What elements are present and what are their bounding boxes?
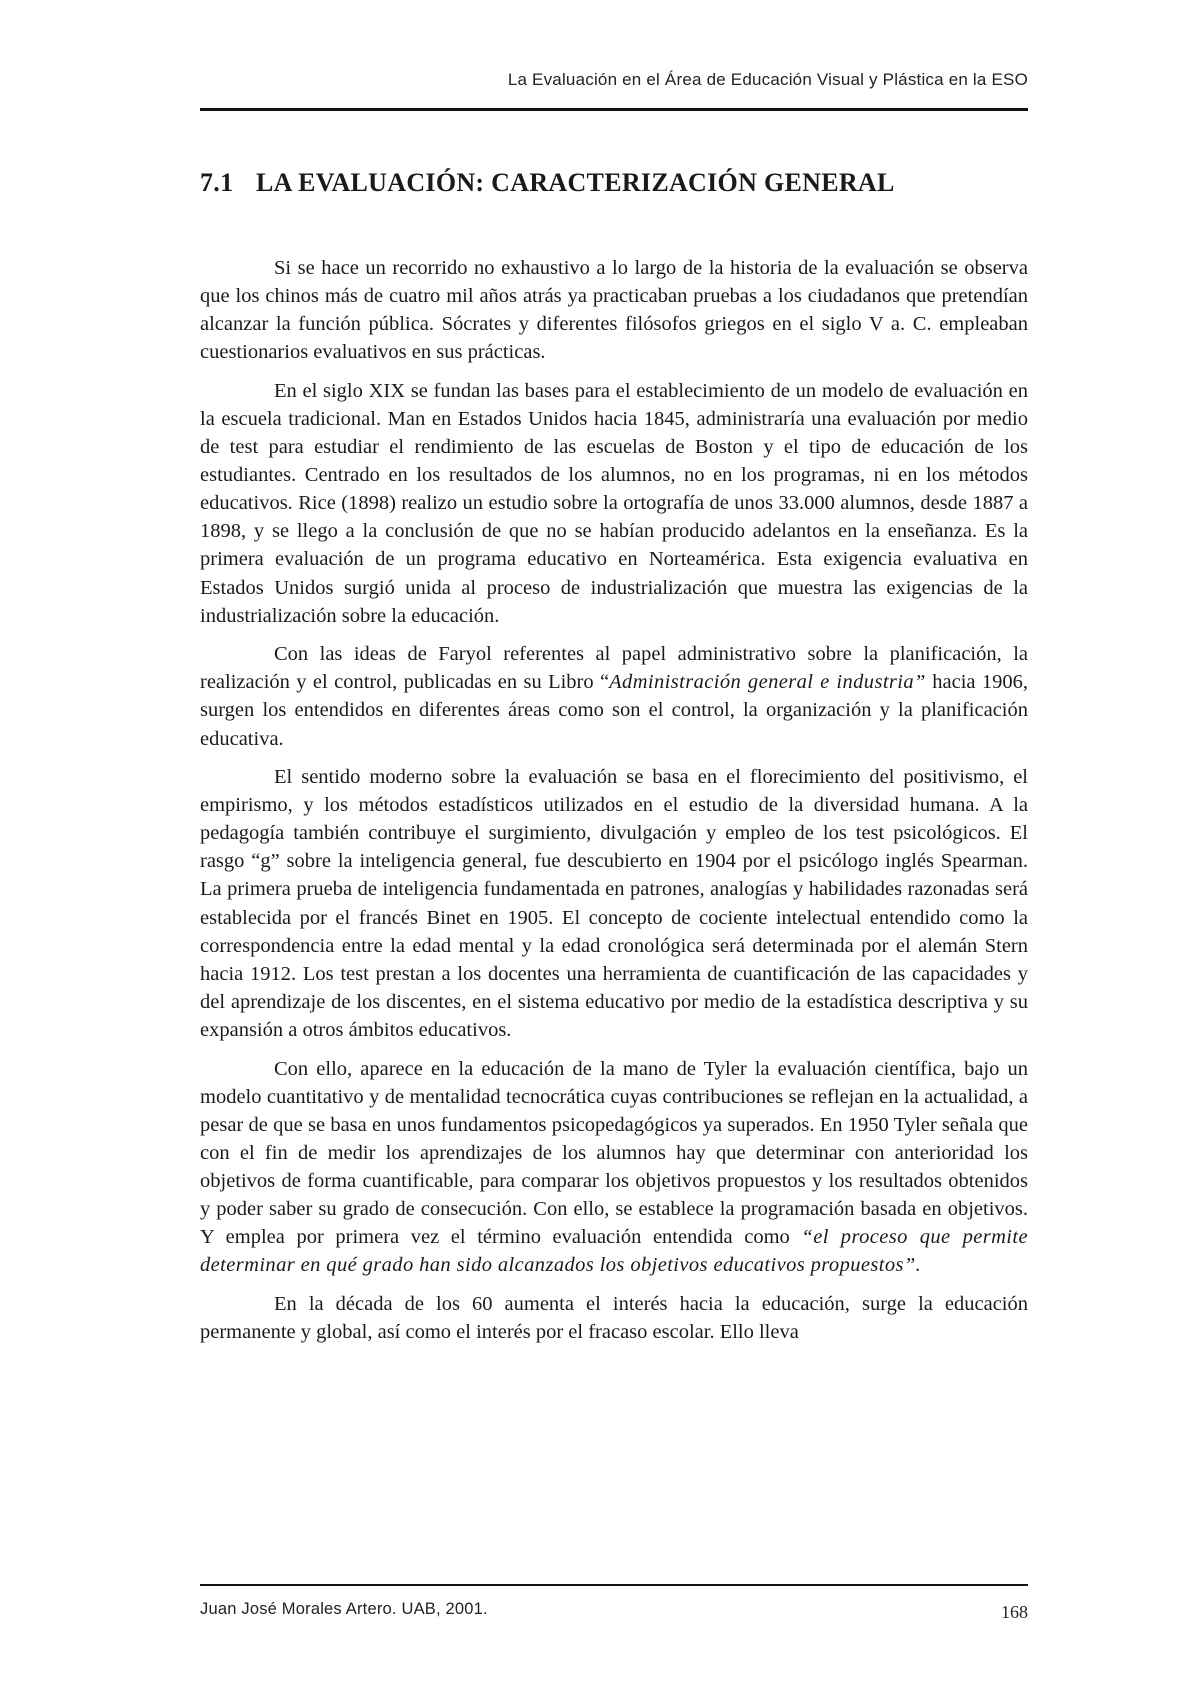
section-number: 7.1: [200, 168, 234, 197]
paragraph-3: [200, 640, 1028, 752]
page-number: 168: [1001, 1602, 1028, 1622]
footer-rule: [200, 1584, 1028, 1586]
paragraph-5: [200, 1055, 1028, 1280]
paragraph-1: Si se hace un recorrido no exhaustivo a lo largo de la historia de la evaluación se observa que los chinos más de cuatro mil años atrás ya practicaban pruebas a los ciudadanos que pretendían alcanzar la función pública. Sócrates y diferentes filósofos griegos en el siglo V a. C. empleaban cuestionarios evaluativos en sus prácticas.: [200, 257, 1028, 364]
section-title: LA EVALUACIÓN: CARACTERIZACIÓN GENERAL: [256, 168, 895, 197]
paragraph-6: En la década de los 60 aumenta el interés hacia la educación, surge la educación permanente y global, así como el interés por el fracaso escolar. Ello lleva: [200, 1292, 1028, 1343]
section-heading: [200, 168, 895, 198]
paragraph-3-text-start: Con las ideas de Faryol referentes al papel administrativo sobre la planificación, la realización y el control, publicadas en su Libro “: [200, 643, 1028, 694]
paragraph-3-text-end: hacia 1906, surgen los entendidos en diferentes áreas como son el control, la organización y la planificación educativa.: [200, 671, 1028, 750]
tyler-quote-italic: “el proceso que permite determinar en qué grado han sido alcanzados los objetivos educativos propuestos”.: [200, 1226, 1028, 1277]
paragraph-5-text-start: Con ello, aparece en la educación de la mano de Tyler la evaluación científica, bajo un modelo cuantitativo y de mentalidad tecnocrática cuyas contribuciones se reflejan en la actualidad, a pesar de que se basa en unos fundamentos psicopedagógicos ya superados. En 1950 Tyler señala que con el fin de medir los aprendizajes de los alumnos hay que determinar con anterioridad los objetivos de forma cuantificable, para comparar los objetivos propuestos y los resultados obtenidos y poder saber su grado de consecución. Con ello, se establece la programación basada en objetivos. Y emplea por primera vez el término evaluación entendida como: [200, 1057, 1028, 1249]
paragraph-2: En el siglo XIX se fundan las bases para el establecimiento de un modelo de evaluación en la escuela tradicional. Man en Estados Unidos hacia 1845, administraría una evaluación por medio de test para estudiar el rendimiento de las escuelas de Boston y el tipo de educación de los estudiantes. Centrado en los resultados de los alumnos, no en los programas, ni en los métodos educativos. Rice (1898) realizo un estudio sobre la ortografía de unos 33.000 alumnos, desde 1887 a 1898, y se llego a la conclusión de que no se habían producido adelantos en la enseñanza. Es la primera evaluación de un programa educativo en Norteamérica. Esta exigencia evaluativa en Estados Unidos surgió unida al proceso de industrialización que muestra las exigencias de la industrialización sobre la educación.: [200, 379, 1028, 627]
header-rule: [200, 108, 1028, 111]
running-header: La Evaluación en el Área de Educación Visual y Plástica en la ESO: [507, 70, 1028, 89]
book-title-italic: Administración general e industria”: [609, 671, 926, 694]
document-page: [200, 0, 1028, 1694]
footer-author: Juan José Morales Artero. UAB, 2001.: [200, 1600, 488, 1618]
body-text: [200, 254, 1028, 1356]
paragraph-4: El sentido moderno sobre la evaluación se basa en el florecimiento del positivismo, el empirismo, y los métodos estadísticos utilizados en el estudio de la diversidad humana. A la pedagogía también contribuye el surgimiento, divulgación y empleo de los test psicológicos. El rasgo “g” sobre la inteligencia general, fue descubierto en 1904 por el psicólogo inglés Spearman. La primera prueba de inteligencia fundamentada en patrones, analogías y habilidades razonadas será establecida por el francés Binet en 1905. El concepto de cociente intelectual entendido como la correspondencia entre la edad mental y la edad cronológica será determinada por el alemán Stern hacia 1912. Los test prestan a los docentes una herramienta de cuantificación de las capacidades y del aprendizaje de los discentes, en el sistema educativo por medio de la estadística descriptiva y su expansión a otros ámbitos educativos.: [200, 766, 1028, 1041]
